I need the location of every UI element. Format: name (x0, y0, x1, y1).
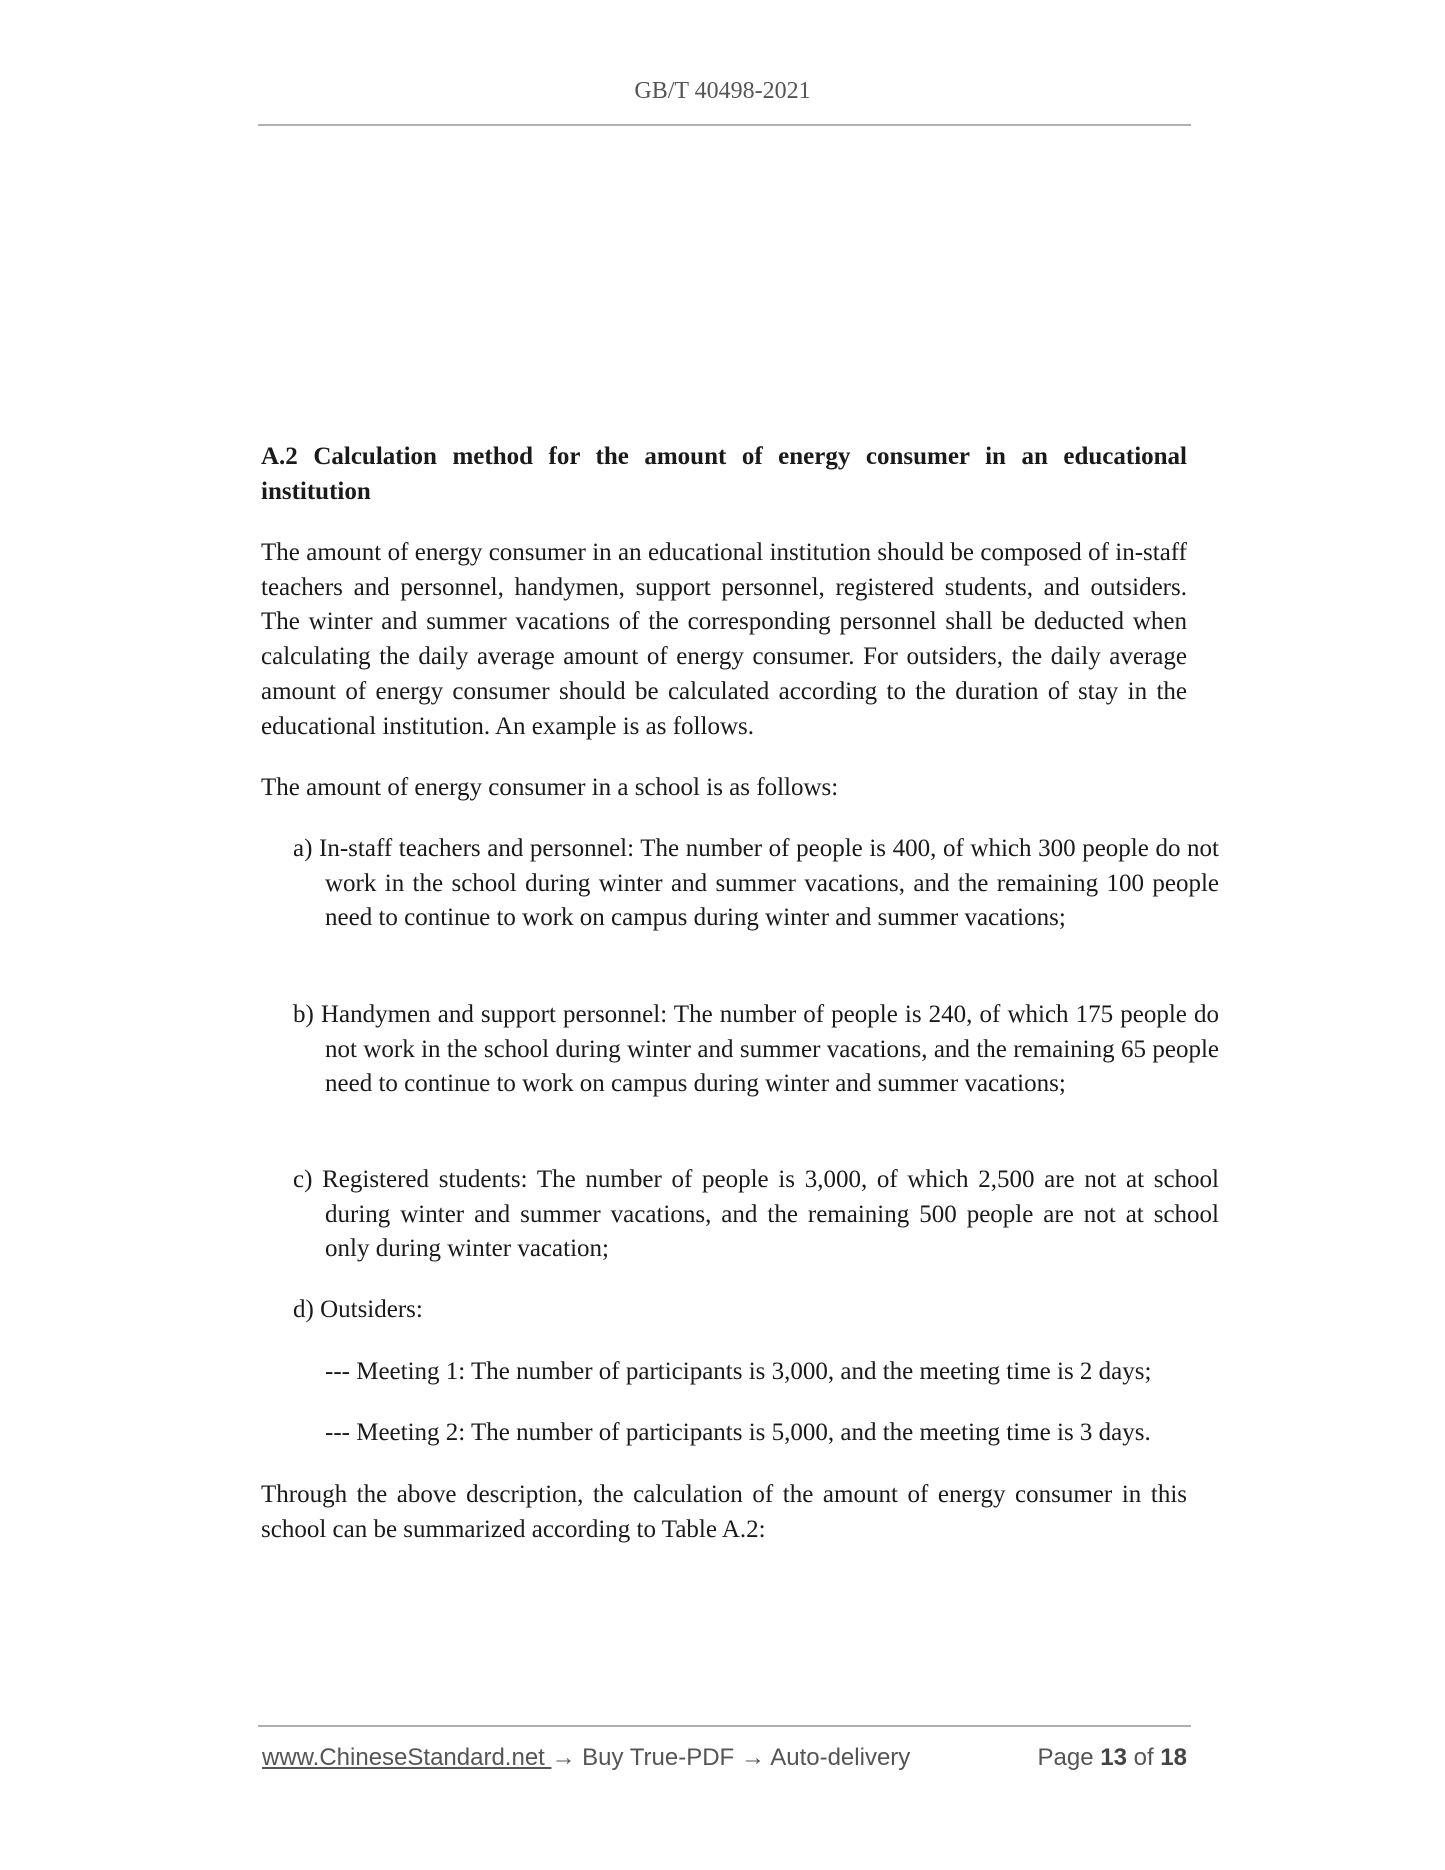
footer-tagline: → Buy True-PDF → Auto-delivery (551, 1744, 911, 1771)
header-divider (258, 124, 1191, 126)
footer-divider (258, 1725, 1191, 1727)
list-item-d: d) Outsiders: (293, 1296, 423, 1323)
page-current: 13 (1100, 1744, 1127, 1771)
list-item-a: a) In-staff teachers and personnel: The number of people is 400, of which 300 people do not work in the school during winter and summer vacations, and the remaining 100 people need to continue to work on campus during winter and summer vacations; (293, 835, 1219, 932)
page-label: Page (1037, 1744, 1094, 1771)
lead-paragraph: The amount of energy consumer in a school is as follows: (261, 774, 839, 801)
section-heading: A.2 Calculation method for the amount of energy consumer in an educational institution (261, 443, 1187, 505)
closing-paragraph: Through the above description, the calculation of the amount of energy consumer in this school can be summarized according to Table A.2: (261, 1481, 1187, 1543)
footer-left (262, 1744, 910, 1772)
document-id-header: GB/T 40498-2021 (634, 78, 811, 104)
of-label: of (1133, 1744, 1154, 1771)
list-item-b: b) Handymen and support personnel: The number of people is 240, of which 175 people do not work in the school during winter and summer vacations, and the remaining 65 people need to continue to work on campus during winter and summer vacations; (293, 1001, 1219, 1098)
intro-paragraph: The amount of energy consumer in an educational institution should be composed of in-staff teachers and personnel, handymen, support personnel, registered students, and outsiders. The winter and summer vacations of the corresponding personnel shall be deducted when calculating the daily average amount of energy consumer. For outsiders, the daily average amount of energy consumer should be calculated according to the duration of stay in the educational institution. An example is as follows. (261, 539, 1187, 740)
meeting-1: --- Meeting 1: The number of participants is 3,000, and the meeting time is 2 days; (325, 1358, 1152, 1385)
list-item-c: c) Registered students: The number of people is 3,000, of which 2,500 are not at school during winter and summer vacations, and the remaining 500 people are not at school only during winter vacation; (293, 1166, 1219, 1263)
meeting-2: --- Meeting 2: The number of participants is 5,000, and the meeting time is 3 days. (325, 1419, 1151, 1446)
page-total: 18 (1160, 1744, 1187, 1771)
page-indicator (1038, 1744, 1188, 1772)
website-link[interactable]: www.ChineseStandard.net (262, 1744, 552, 1771)
